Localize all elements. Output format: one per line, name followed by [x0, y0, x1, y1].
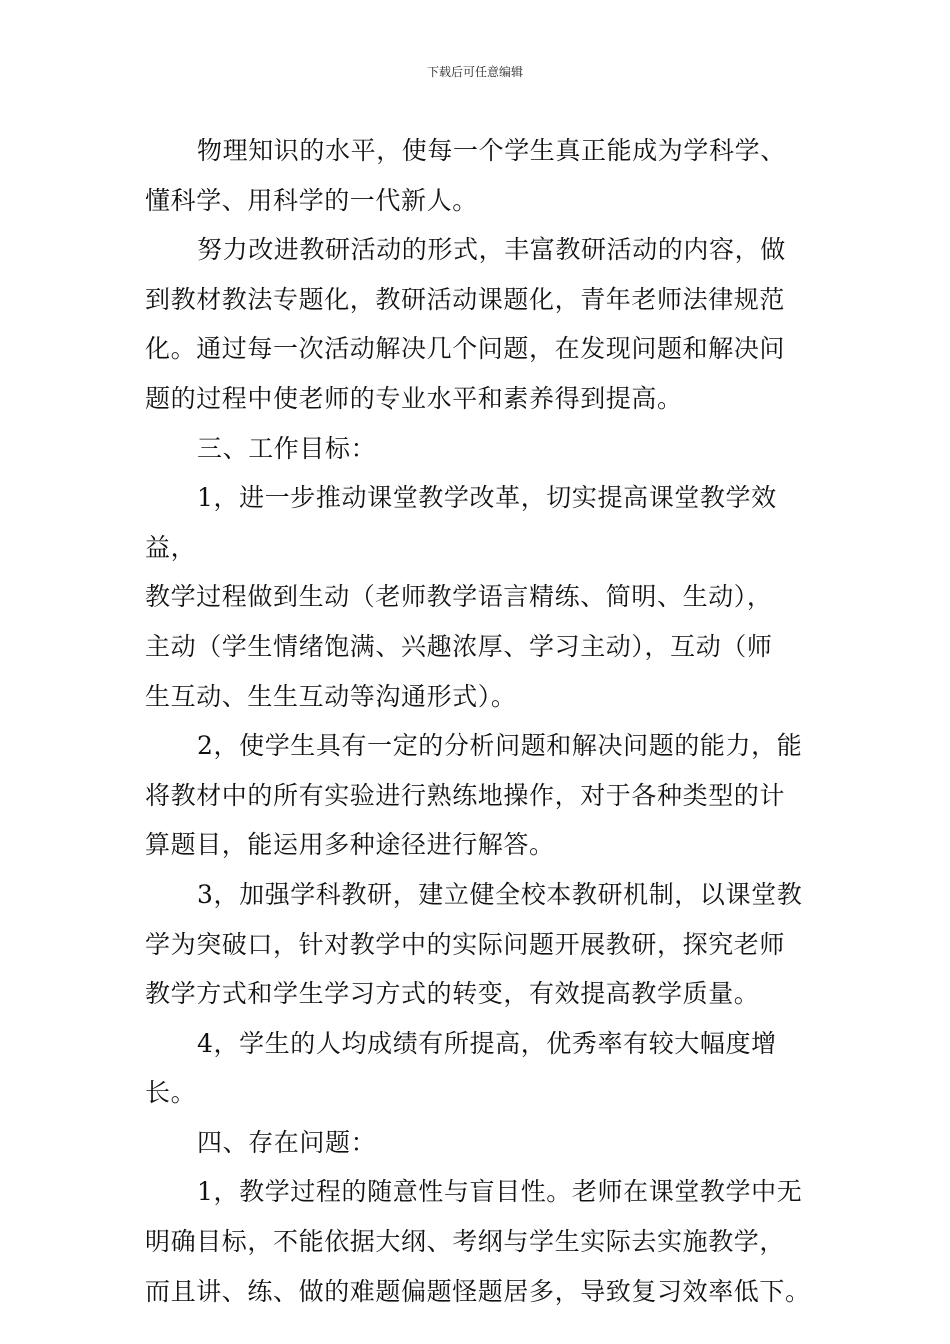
- text-line: 四、存在问题：: [197, 1127, 377, 1157]
- text-line: 1，进一步推动课堂教学改革，切实提高课堂教学效益，: [145, 483, 777, 562]
- text-line: 而且讲、练、做的难题偏题怪题居多，导致复习效率低下。: [145, 1276, 811, 1306]
- document-body: [145, 126, 815, 1316]
- text-line: 将教材中的所有实验进行熟练地操作，对于各种类型的计: [145, 780, 786, 810]
- text-line: 3，加强学科教研，建立健全校本教研机制，以课堂教: [197, 879, 803, 909]
- paragraph-physics-level: [145, 126, 815, 225]
- text-line: 明确目标，不能依据大纲、考纲与学生实际去实施教学，: [145, 1227, 786, 1257]
- section-heading-work-goals: [145, 424, 815, 474]
- text-line: 努力改进教研活动的形式，丰富教研活动的内容，做: [197, 235, 786, 265]
- text-line: 题的过程中使老师的专业水平和素养得到提高。: [145, 383, 683, 413]
- text-line: 生互动、生生互动等沟通形式）。: [145, 681, 517, 711]
- text-line: 1，教学过程的随意性与盲目性。老师在课堂教学中无: [197, 1177, 803, 1207]
- text-line: 教学方式和学生学习方式的转变，有效提高教学质量。: [145, 979, 760, 1009]
- paragraph-teaching-research: [145, 225, 815, 423]
- text-line: 主动（学生情绪饱满、兴趣浓厚、学习主动），互动（师: [145, 631, 773, 661]
- paragraph-problem-1: [145, 1167, 815, 1316]
- text-line: 4，学生的人均成绩有所提高，优秀率有较大幅度增长。: [145, 1028, 777, 1108]
- section-heading-existing-problems: [145, 1118, 815, 1168]
- text-line: 懂科学、用科学的一代新人。: [145, 185, 478, 215]
- paragraph-goal-4: [145, 1019, 815, 1118]
- text-line: 学为突破口，针对教学中的实际问题开展教研，探究老师: [145, 929, 786, 959]
- page-header-watermark: 下载后可任意编辑: [426, 65, 523, 79]
- text-line: 算题目，能运用多种途径进行解答。: [145, 830, 555, 860]
- text-line: 2，使学生具有一定的分析问题和解决问题的能力，能: [197, 731, 803, 761]
- paragraph-goal-2: [145, 721, 815, 870]
- paragraph-goal-1: [145, 473, 815, 721]
- text-line: 化。通过每一次活动解决几个问题，在发现问题和解决问: [145, 334, 786, 364]
- paragraph-goal-3: [145, 870, 815, 1019]
- text-line: 到教材教法专题化，教研活动课题化，青年老师法律规范: [145, 284, 786, 314]
- text-line: 教学过程做到生动（老师教学语言精练、简明、生动），: [145, 582, 773, 612]
- text-line: 三、工作目标：: [197, 433, 377, 463]
- text-line: 物理知识的水平，使每一个学生真正能成为学科学、: [197, 136, 786, 165]
